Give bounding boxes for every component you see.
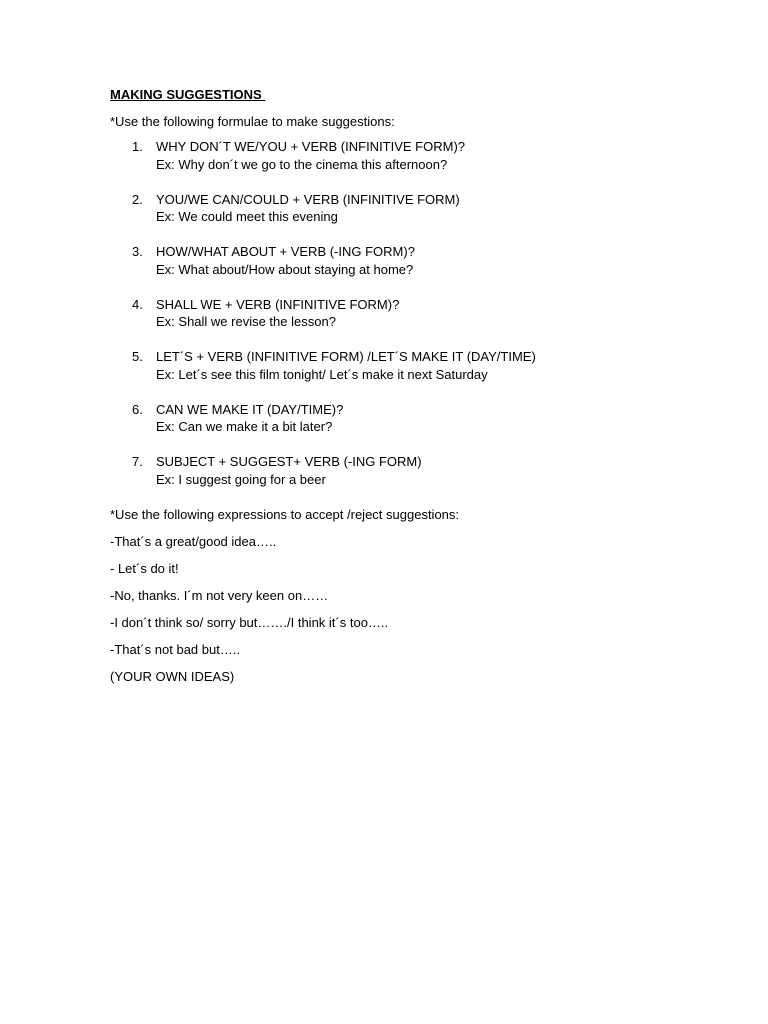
formula-text: SUBJECT + SUGGEST+ VERB (-ING FORM) (156, 454, 422, 469)
expression-item: - Let´s do it! (110, 560, 179, 576)
formula-text: YOU/WE CAN/COULD + VERB (INFINITIVE FORM) (156, 191, 460, 207)
formula-text: WHY DON´T WE/YOU + VERB (INFINITIVE FORM)? (156, 139, 466, 154)
formula-example: Ex: Let´s see this film tonight/ Let´s make it next Saturday (156, 366, 488, 382)
formula-item (110, 138, 710, 173)
formula-item (110, 191, 710, 226)
formula-item (110, 348, 710, 383)
expression-item: -No, thanks. I´m not very keen on…… (110, 587, 329, 603)
formula-number: 3. (132, 244, 143, 259)
formula-number: 7. (132, 454, 143, 469)
formula-number: 1. (132, 139, 143, 154)
formula-item (110, 401, 710, 436)
formula-number: 4. (132, 296, 143, 312)
formula-text: SHALL WE + VERB (INFINITIVE FORM)? (156, 296, 400, 312)
formula-example: Ex: Shall we revise the lesson? (156, 314, 336, 329)
formula-example: Ex: We could meet this evening (156, 209, 338, 224)
formula-item (110, 243, 710, 278)
formula-item (110, 296, 710, 331)
formulae-intro: *Use the following formulae to make suggestions: (110, 113, 395, 129)
formula-item (110, 453, 710, 488)
formula-number: 2. (132, 191, 143, 207)
document-title: MAKING SUGGESTIONS (110, 87, 266, 102)
formula-example: Ex: Can we make it a bit later? (156, 419, 333, 434)
formulae-list (110, 138, 710, 488)
formula-text: HOW/WHAT ABOUT + VERB (-ING FORM)? (156, 244, 415, 259)
document-content (110, 86, 710, 685)
formula-example: Ex: What about/How about staying at home? (156, 261, 414, 277)
expression-item: -That´s a great/good idea….. (110, 533, 277, 549)
formula-text: LET´S + VERB (INFINITIVE FORM) /LET´S MAKE IT (DAY/TIME) (156, 349, 536, 364)
expressions-intro: *Use the following expressions to accept /reject suggestions: (110, 506, 460, 522)
formula-example: Ex: Why don´t we go to the cinema this afternoon? (156, 156, 448, 172)
formula-number: 6. (132, 401, 143, 417)
expression-item: (YOUR OWN IDEAS) (110, 668, 235, 684)
formula-number: 5. (132, 349, 143, 364)
expression-item: -I don´t think so/ sorry but……./I think it´s too….. (110, 614, 389, 630)
formula-example: Ex: I suggest going for a beer (156, 471, 326, 487)
expression-item: -That´s not bad but….. (110, 641, 241, 657)
formula-text: CAN WE MAKE IT (DAY/TIME)? (156, 401, 344, 417)
